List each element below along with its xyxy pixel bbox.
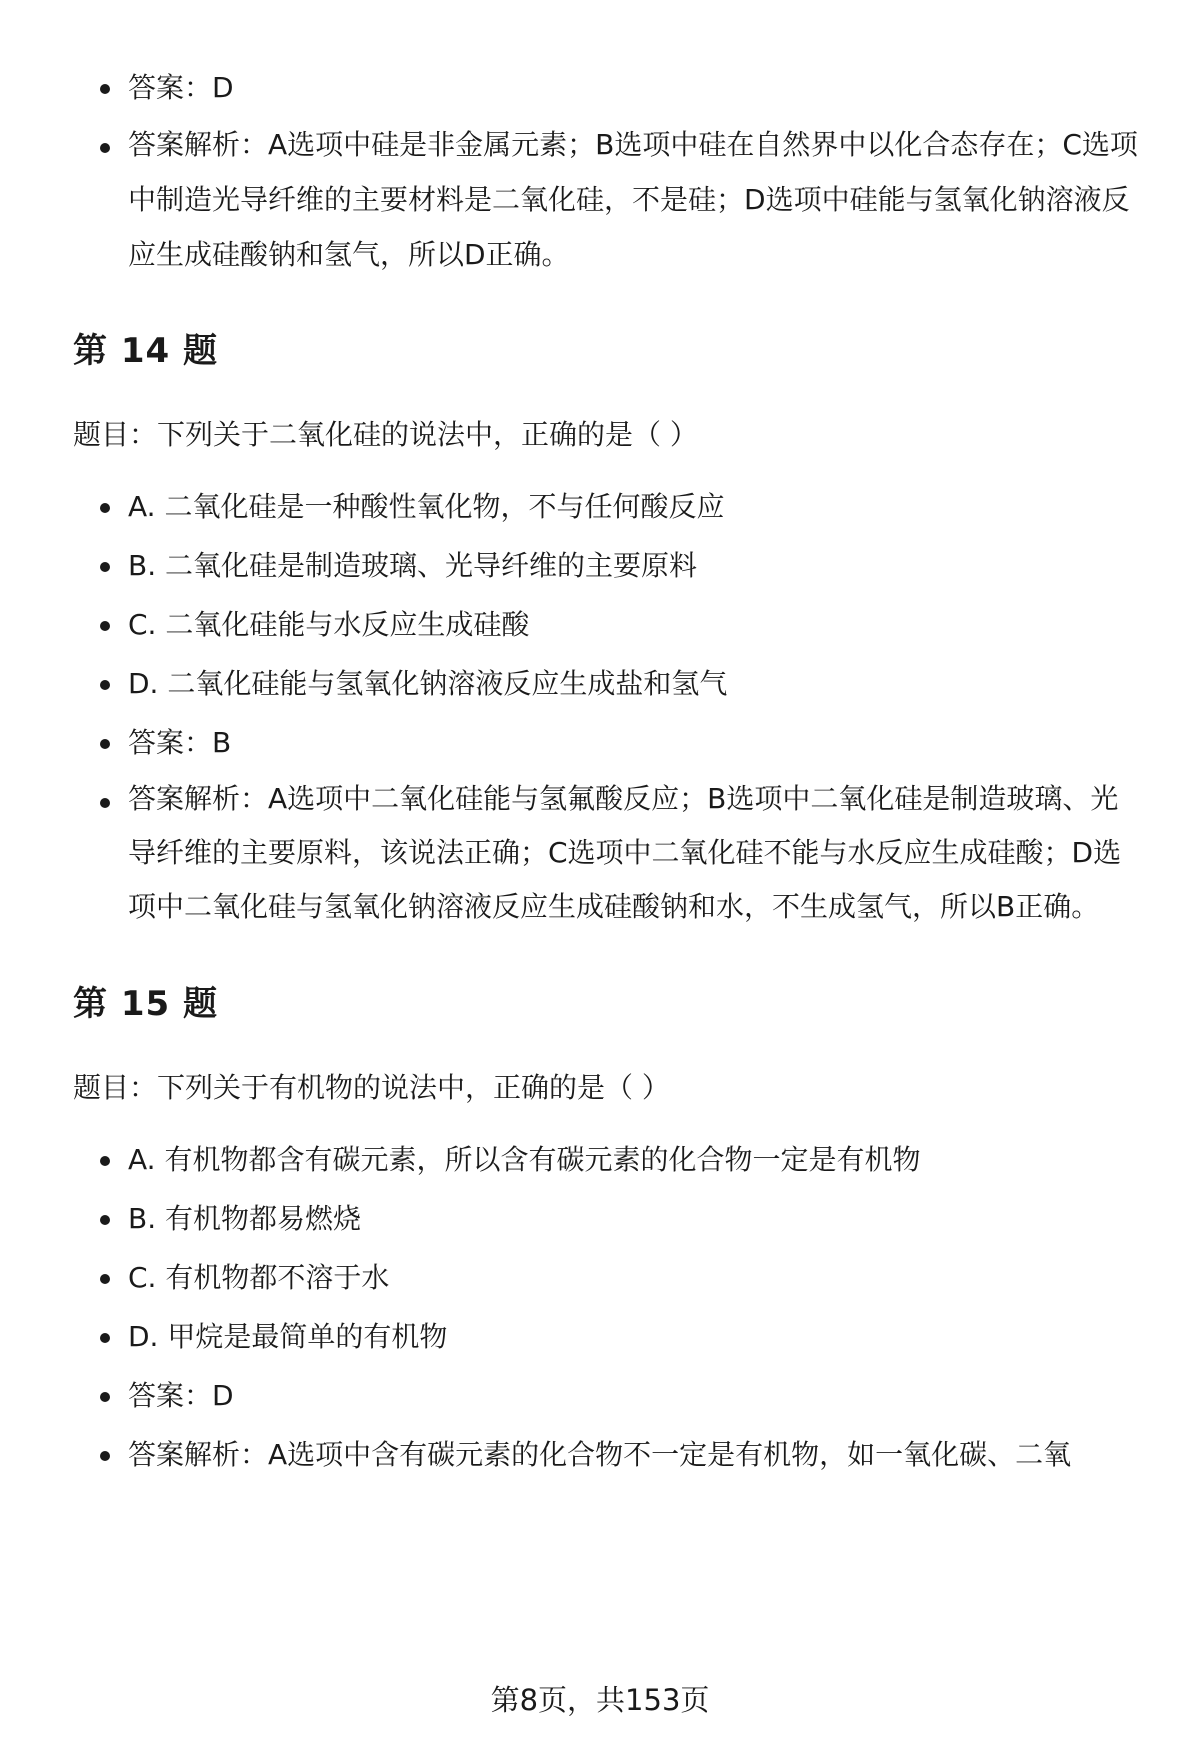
q15-option-a: A. 有机物都含有碳元素，所以含有碳元素的化合物一定是有机物 (73, 1130, 1143, 1189)
q15-explanation: 答案解析：A选项中含有碳元素的化合物不一定是有机物，如一氧化碳、二氧 (73, 1425, 1143, 1484)
q13-answer: 答案：D (73, 58, 1143, 117)
q14-option-d: D. 二氧化硅能与氢氧化钠溶液反应生成盐和氢气 (73, 654, 1143, 713)
q15-bullet-list (73, 1130, 1143, 1484)
page-number-footer: 第8页，共153页 (490, 1683, 710, 1717)
q15-option-b: B. 有机物都易燃烧 (73, 1189, 1143, 1248)
q13-bullet-list (73, 58, 1143, 282)
q14-option-c: C. 二氧化硅能与水反应生成硅酸 (73, 595, 1143, 654)
q14-option-b: B. 二氧化硅是制造玻璃、光导纤维的主要原料 (73, 536, 1143, 595)
q14-bullet-list (73, 477, 1143, 934)
q14-heading: 第 14 题 (73, 331, 218, 371)
q13-explanation: 答案解析：A选项中硅是非金属元素；B选项中硅在自然界中以化合态存在；C选项中制造光导纤维的主要材料是二氧化硅，不是硅；D选项中硅能与氢氧化钠溶液反应生成硅酸钠和氢气，所以D正确。 (73, 117, 1143, 282)
q15-option-d: D. 甲烷是最简单的有机物 (73, 1307, 1143, 1366)
q14-answer: 答案：B (73, 713, 1143, 772)
q15-stem: 题目：下列关于有机物的说法中，正确的是（ ） (73, 1071, 670, 1104)
q14-explanation: 答案解析：A选项中二氧化硅能与氢氟酸反应；B选项中二氧化硅是制造玻璃、光导纤维的主要原料，该说法正确；C选项中二氧化硅不能与水反应生成硅酸；D选项中二氧化硅与氢氧化钠溶液反应生成硅酸钠和水，不生成氢气，所以B正确。 (73, 772, 1143, 934)
q15-answer: 答案：D (73, 1366, 1143, 1425)
page-content (73, 58, 1143, 1484)
q14-stem: 题目：下列关于二氧化硅的说法中，正确的是（ ） (73, 418, 698, 451)
q15-heading: 第 15 题 (73, 984, 218, 1024)
q14-option-a: A. 二氧化硅是一种酸性氧化物，不与任何酸反应 (73, 477, 1143, 536)
q15-option-c: C. 有机物都不溶于水 (73, 1248, 1143, 1307)
